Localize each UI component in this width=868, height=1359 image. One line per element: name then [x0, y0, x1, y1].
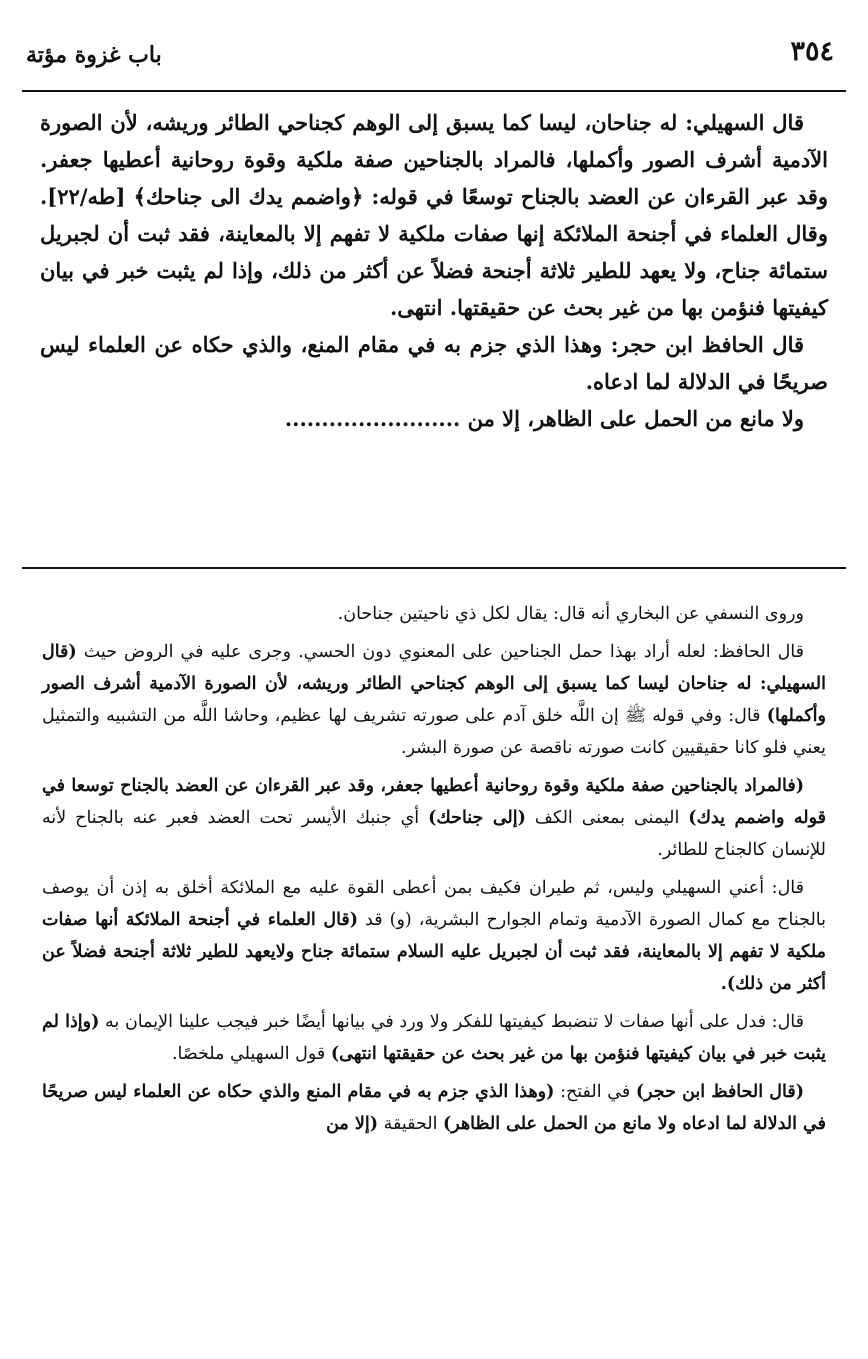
- commentary-5c: قول السهيلي ملخصًا.: [171, 1044, 331, 1064]
- continuation-dots: ........................: [284, 406, 461, 431]
- commentary-6e-quote: (إلا من: [326, 1114, 379, 1134]
- commentary: [42, 598, 826, 1146]
- commentary-2c: قال: وفي قوله ﷺ إن اللَّه خلق آدم على صورته تشريف لها عظيم، وحاشا اللَّه من التشبيه والتمثيل يعني فلو كانا حقيقيين كانت صورته ناقصة عن صورة البشر.: [42, 706, 826, 758]
- page-header: [22, 30, 846, 82]
- commentary-5a: قال: فدل على أنها صفات لا تنضبط كيفيتها للفكر ولا ورد في بيانها أيضًا خبر فيجب علينا الإيمان به: [99, 1012, 804, 1032]
- commentary-6b: في الفتح:: [554, 1082, 636, 1102]
- commentary-6c-quote: (وهذا الذي جزم به في مقام المنع والذي حكاه عن العلماء ليس صريحًا في الدلالة لما ادعاه ولا مانع من الحمل على الظاهر): [42, 1082, 826, 1134]
- commentary-paragraph-4: [42, 872, 826, 1000]
- main-p1-text-a: قال السهيلي: له جناحان، ليسا كما يسبق إلى الوهم كجناحي الطائر وريشه، لأن الصورة الآدمية أشرف الصور وأكملها، فالمراد بالجناحين صفة ملكية وقوة روحانية أعطيها جعفر. وقد عبر القرءان عن العضد بالجناح توسعًا في قوله:: [40, 110, 829, 209]
- main-paragraph-1: [40, 104, 828, 326]
- footnote-divider: [22, 567, 846, 569]
- page-number: ٣٥٤: [790, 36, 834, 67]
- chapter-title: باب غزوة مؤتة: [26, 42, 162, 68]
- main-p3-text: ولا مانع من الحمل على الظاهر، إلا من: [467, 406, 804, 431]
- header-divider: [22, 90, 846, 92]
- commentary-paragraph-5: [42, 1006, 826, 1070]
- quran-quote: ﴿واضمم يدك الى جناحك﴾: [133, 184, 364, 209]
- commentary-3c-quote: (إلى جناحك): [428, 808, 526, 828]
- commentary-6d: الحقيقة: [378, 1114, 444, 1134]
- commentary-2b-quote: (قال السهيلي: له جناحان ليسا كما يسبق إلى الوهم كجناحي الطائر وريشه، لأن الصورة الآدمية أشرف الصور وأكملها): [42, 642, 826, 726]
- commentary-6a-quote: (قال الحافظ ابن حجر): [635, 1082, 805, 1102]
- commentary-4a: قال: أعني السهيلي وليس، ثم طيران فكيف بمن أعطى القوة عليه مع الملائكة أخلق به إذن أن يوصف بالجناح مع كمال الصورة الآدمية وتمام الجوارح البشرية، (و) قد: [42, 878, 826, 930]
- commentary-3a-quote: (فالمراد بالجناحين صفة ملكية وقوة روحانية أعطيها جعفر، وقد عبر القرءان عن العضد بالجناح توسعا في قوله واضمم يدك): [42, 776, 827, 828]
- commentary-paragraph-2: [42, 636, 826, 764]
- main-p1-text-b: [طه/٢٢]. وقال العلماء في أجنحة الملائكة إنها صفات ملكية لا تفهم إلا بالمعاينة، فقد ثبت أن لجبريل ستمائة جناح، ولا يعهد للطير ثلاثة أجنحة فضلاً عن أكثر من ذلك، وإذا لم يثبت خبر في بيان كيفيتها فنؤمن بها من غير بحث عن حقيقتها. انتهى.: [40, 184, 828, 320]
- main-paragraph-2: قال الحافظ ابن حجر: وهذا الذي جزم به في مقام المنع، والذي حكاه عن العلماء ليس صريحًا في الدلالة لما ادعاه.: [40, 332, 828, 394]
- main-paragraph-3: [40, 400, 828, 437]
- main-text: [40, 104, 828, 437]
- commentary-2a: قال الحافظ: لعله أراد بهذا حمل الجناحين على المعنوي دون الحسي. وجرى عليه في الروض حيث: [76, 642, 804, 662]
- commentary-paragraph-3: [42, 770, 826, 866]
- commentary-3b: اليمنى بمعنى الكف: [525, 808, 689, 828]
- commentary-4b-quote: (قال العلماء في أجنحة الملائكة أنها صفات ملكية لا تفهم إلا بالمعاينة، فقد ثبت أن لجبريل عليه السلام ستمائة جناح ولايعهد للطير ثلاثة أجنحة فضلاً عن أكثر من ذلك).: [42, 910, 826, 994]
- commentary-5b-quote: (وإذا لم يثبت خبر في بيان كيفيتها فنؤمن بها من غير بحث عن حقيقتها انتهى): [42, 1012, 826, 1064]
- commentary-3d: أي جنبك الأيسر تحت العضد فعبر عنه بالجناح لأنه للإنسان كالجناح للطائر.: [42, 808, 826, 860]
- commentary-paragraph-6: [42, 1076, 826, 1140]
- commentary-paragraph-1: وروى النسفي عن البخاري أنه قال: يقال لكل ذي ناحيتين جناحان.: [337, 604, 804, 624]
